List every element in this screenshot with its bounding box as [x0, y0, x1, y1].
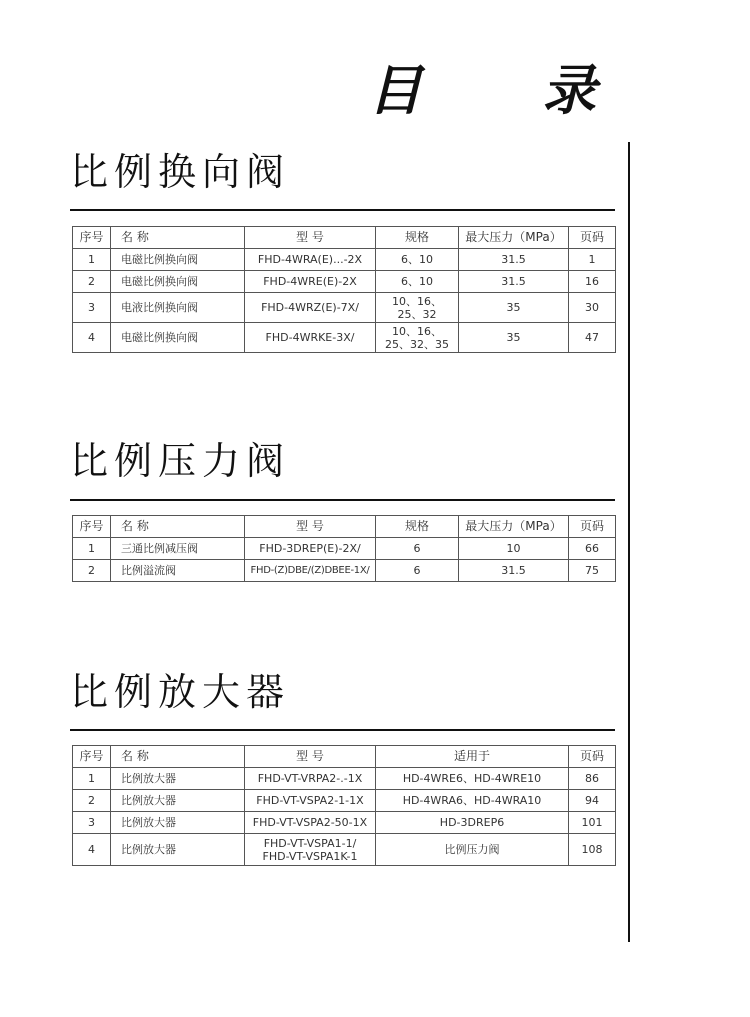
cell-name: 比例放大器 [111, 768, 245, 790]
table-row [73, 790, 616, 812]
table-row [73, 538, 616, 560]
col-header-max-pressure: 最大压力（MPa） [459, 516, 569, 538]
cell-spec: 6、10 [376, 271, 459, 293]
cell-page: 86 [569, 768, 616, 790]
cell-model: FHD-4WRE(E)-2X [245, 271, 376, 293]
cell-name: 比例溢流阀 [111, 560, 245, 582]
col-header-name: 名 称 [111, 227, 245, 249]
col-header-model: 型 号 [245, 516, 376, 538]
cell-page: 101 [569, 812, 616, 834]
table-row [73, 834, 616, 866]
table-row [73, 323, 616, 353]
cell-index: 2 [73, 560, 111, 582]
col-header-spec: 规格 [376, 227, 459, 249]
cell-index: 2 [73, 271, 111, 293]
cell-spec: 6、10 [376, 249, 459, 271]
cell-name: 比例放大器 [111, 790, 245, 812]
table-header-row [73, 227, 616, 249]
col-header-index: 序号 [73, 746, 111, 768]
col-header-model: 型 号 [245, 746, 376, 768]
cell-model: FHD-4WRA(E)...-2X [245, 249, 376, 271]
col-header-name: 名 称 [111, 516, 245, 538]
col-header-name: 名 称 [111, 746, 245, 768]
table-pressure-valves [72, 515, 616, 582]
col-header-applies-to: 适用于 [376, 746, 569, 768]
cell-page: 66 [569, 538, 616, 560]
cell-model: FHD-4WRKE-3X/ [245, 323, 376, 353]
cell-name: 电磁比例换向阀 [111, 249, 245, 271]
cell-applies-to: HD-4WRA6、HD-4WRA10 [376, 790, 569, 812]
cell-name: 电磁比例换向阀 [111, 323, 245, 353]
cell-page: 108 [569, 834, 616, 866]
cell-max-pressure: 35 [459, 293, 569, 323]
section-rule [70, 499, 615, 501]
section-rule [70, 729, 615, 731]
cell-model: FHD-3DREP(E)-2X/ [245, 538, 376, 560]
col-header-max-pressure: 最大压力（MPa） [459, 227, 569, 249]
cell-model: FHD-VT-VSPA2-1-1X [245, 790, 376, 812]
cell-page: 47 [569, 323, 616, 353]
cell-spec: 6 [376, 560, 459, 582]
cell-max-pressure: 31.5 [459, 560, 569, 582]
col-header-index: 序号 [73, 227, 111, 249]
col-header-page: 页码 [569, 516, 616, 538]
section-title-pressure-valves: 比例压力阀 [70, 439, 291, 483]
table-row [73, 768, 616, 790]
title-char-2: 录 [542, 59, 598, 122]
cell-applies-to: 比例压力阀 [376, 834, 569, 866]
cell-index: 1 [73, 768, 111, 790]
table-directional-valves [72, 226, 616, 353]
cell-name: 电磁比例换向阀 [111, 271, 245, 293]
cell-max-pressure: 31.5 [459, 249, 569, 271]
cell-index: 1 [73, 249, 111, 271]
cell-model: FHD-VT-VRPA2-.-1X [245, 768, 376, 790]
col-header-model: 型 号 [245, 227, 376, 249]
cell-model: FHD-4WRZ(E)-7X/ [245, 293, 376, 323]
cell-index: 4 [73, 834, 111, 866]
table-row [73, 249, 616, 271]
cell-page: 30 [569, 293, 616, 323]
cell-page: 16 [569, 271, 616, 293]
cell-index: 3 [73, 812, 111, 834]
cell-index: 2 [73, 790, 111, 812]
table-amplifiers [72, 745, 616, 866]
cell-max-pressure: 35 [459, 323, 569, 353]
cell-page: 1 [569, 249, 616, 271]
cell-spec: 10、16、 25、32、35 [376, 323, 459, 353]
table-row [73, 271, 616, 293]
table-row [73, 560, 616, 582]
cell-max-pressure: 31.5 [459, 271, 569, 293]
cell-spec: 6 [376, 538, 459, 560]
page-title [368, 58, 598, 124]
cell-name: 比例放大器 [111, 834, 245, 866]
cell-index: 3 [73, 293, 111, 323]
cell-max-pressure: 10 [459, 538, 569, 560]
cell-name: 三通比例减压阀 [111, 538, 245, 560]
cell-page: 94 [569, 790, 616, 812]
table-header-row [73, 746, 616, 768]
cell-applies-to: HD-3DREP6 [376, 812, 569, 834]
cell-name: 比例放大器 [111, 812, 245, 834]
table-header-row [73, 516, 616, 538]
table-row [73, 293, 616, 323]
cell-page: 75 [569, 560, 616, 582]
cell-model: FHD-VT-VSPA1-1/ FHD-VT-VSPA1K-1 [245, 834, 376, 866]
section-rule [70, 209, 615, 211]
cell-model: FHD-VT-VSPA2-50-1X [245, 812, 376, 834]
cell-model: FHD-(Z)DBE/(Z)DBEE-1X/ [245, 560, 376, 582]
section-title-amplifiers: 比例放大器 [70, 670, 291, 714]
vertical-divider [628, 142, 630, 942]
col-header-spec: 规格 [376, 516, 459, 538]
section-title-directional-valves: 比例换向阀 [70, 150, 291, 194]
title-char-1: 目 [368, 59, 424, 122]
cell-index: 4 [73, 323, 111, 353]
col-header-page: 页码 [569, 227, 616, 249]
cell-index: 1 [73, 538, 111, 560]
cell-applies-to: HD-4WRE6、HD-4WRE10 [376, 768, 569, 790]
table-row [73, 812, 616, 834]
cell-name: 电液比例换向阀 [111, 293, 245, 323]
cell-spec: 10、16、 25、32 [376, 293, 459, 323]
col-header-page: 页码 [569, 746, 616, 768]
col-header-index: 序号 [73, 516, 111, 538]
